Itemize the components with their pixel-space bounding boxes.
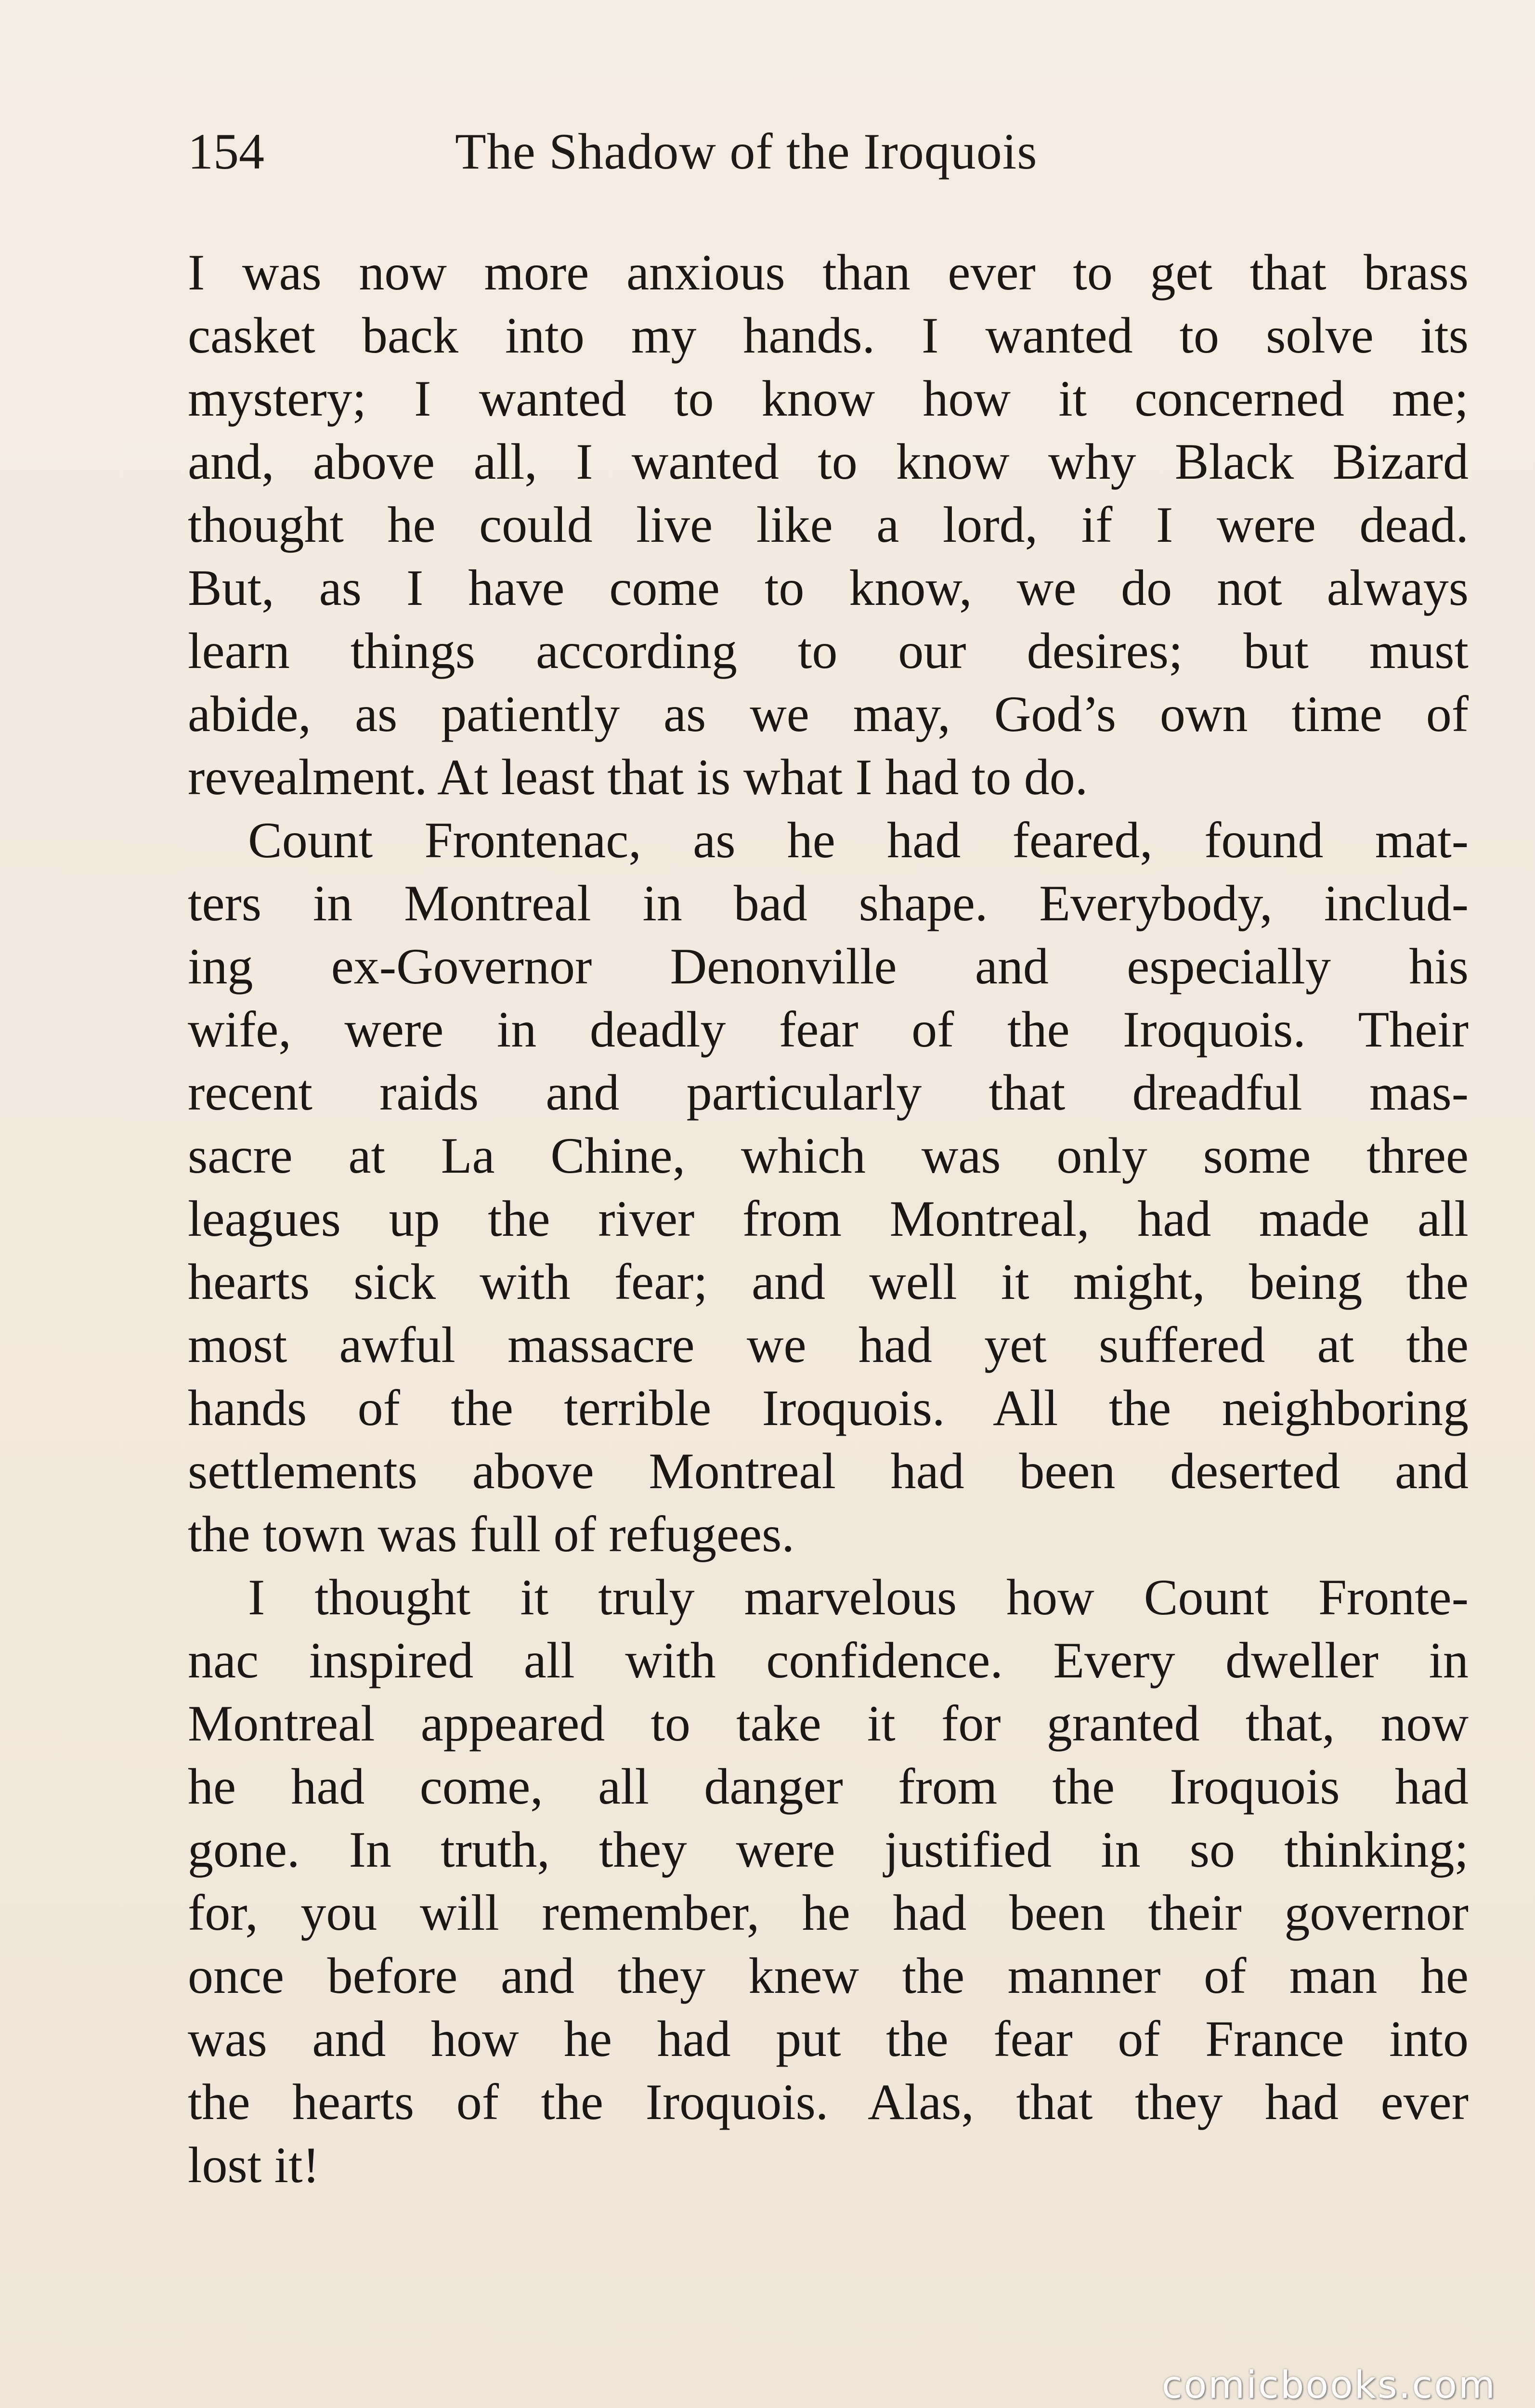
text-line: But, as I have come to know, we do not always bbox=[188, 560, 1469, 616]
text-line: settlements above Montreal had been deserted and bbox=[188, 1443, 1469, 1499]
text-line: and, above all, I wanted to know why Black Bizard bbox=[188, 433, 1469, 490]
text-line: hands of the terrible Iroquois. All the neighboring bbox=[188, 1380, 1469, 1436]
paragraph-end-line: lost it! bbox=[188, 2137, 320, 2193]
text-line: nac inspired all with confidence. Every dweller in bbox=[188, 1632, 1469, 1688]
text-line: the hearts of the Iroquois. Alas, that they had ever bbox=[188, 2074, 1469, 2130]
text-line: Montreal appeared to take it for granted that, now bbox=[188, 1695, 1469, 1752]
text-line: learn things according to our desires; but must bbox=[188, 623, 1469, 679]
paragraph-end-line: the town was full of refugees. bbox=[188, 1506, 794, 1562]
text-line: once before and they knew the manner of man he bbox=[188, 1948, 1469, 2004]
text-line: ing ex-Governor Denonville and especially his bbox=[188, 938, 1469, 995]
text-line: wife, were in deadly fear of the Iroquois. Their bbox=[188, 1001, 1469, 1058]
text-line: most awful massacre we had yet suffered at the bbox=[188, 1317, 1469, 1373]
text-line: leagues up the river from Montreal, had made all bbox=[188, 1191, 1469, 1247]
text-line: ters in Montreal in bad shape. Everybody, includ- bbox=[188, 875, 1469, 931]
body-text bbox=[188, 241, 1469, 2197]
paragraph-start-line: Count Frontenac, as he had feared, found mat- bbox=[248, 812, 1469, 868]
running-title: The Shadow of the Iroquois bbox=[455, 123, 1038, 180]
page-number: 154 bbox=[188, 123, 264, 180]
text-line: abide, as patiently as we may, God’s own time of bbox=[188, 686, 1469, 742]
text-line: thought he could live like a lord, if I were dead. bbox=[188, 497, 1469, 553]
text-line: recent raids and particularly that dreadful mas- bbox=[188, 1064, 1469, 1121]
text-line: he had come, all danger from the Iroquois had bbox=[188, 1758, 1469, 1815]
watermark: comicbooks.com bbox=[1161, 2364, 1496, 2407]
text-line: gone. In truth, they were justified in so thinking; bbox=[188, 1821, 1469, 1878]
page-header bbox=[188, 120, 1469, 183]
paragraph-end-line: revealment. At least that is what I had to do. bbox=[188, 749, 1088, 805]
text-line: hearts sick with fear; and well it might, being the bbox=[188, 1254, 1469, 1310]
text-line: was and how he had put the fear of France into bbox=[188, 2011, 1469, 2067]
text-line: sacre at La Chine, which was only some three bbox=[188, 1127, 1469, 1184]
text-line: for, you will remember, he had been their governor bbox=[188, 1885, 1469, 1941]
paragraph-start-line: I thought it truly marvelous how Count Fronte- bbox=[248, 1569, 1469, 1625]
text-line: I was now more anxious than ever to get that brass bbox=[188, 244, 1469, 301]
text-line: mystery; I wanted to know how it concerned me; bbox=[188, 370, 1469, 427]
text-line: casket back into my hands. I wanted to solve its bbox=[188, 307, 1469, 364]
